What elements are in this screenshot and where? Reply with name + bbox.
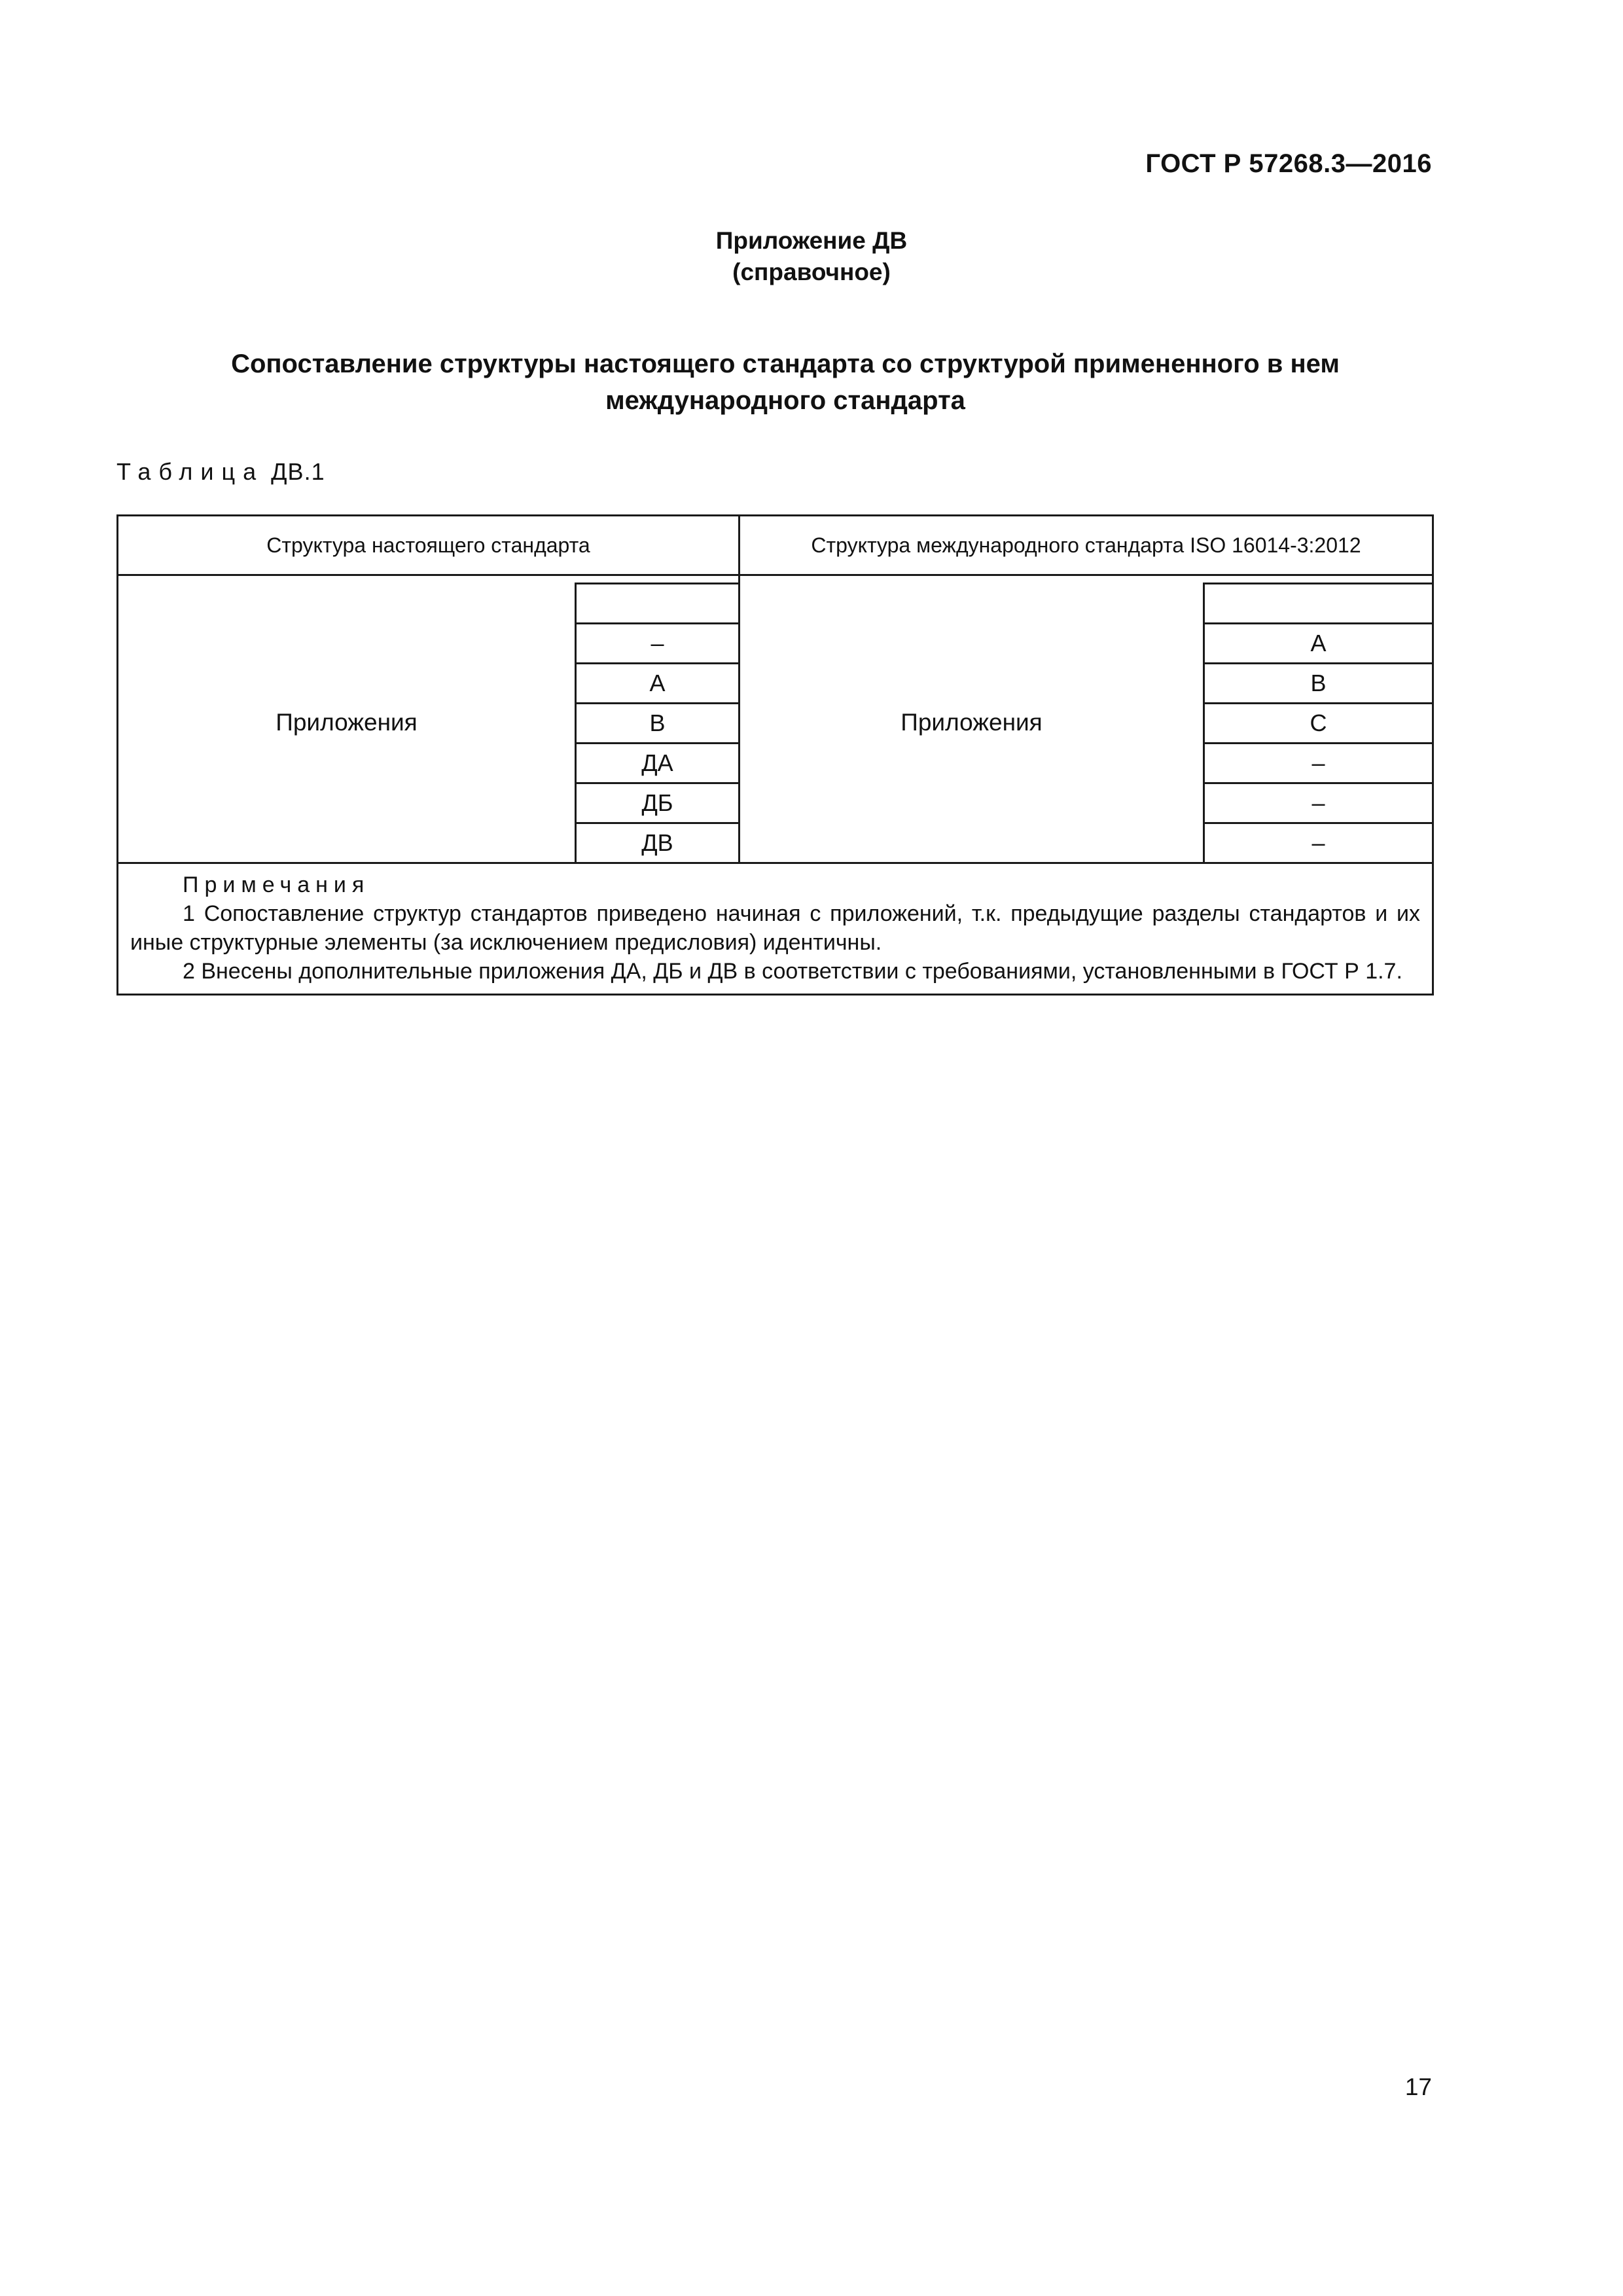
left-item-cell: – bbox=[576, 624, 740, 664]
left-group-label: Приложения bbox=[118, 584, 576, 863]
right-item-cell: A bbox=[1204, 624, 1433, 664]
table-row bbox=[118, 584, 1433, 624]
left-item-cell: ДБ bbox=[576, 783, 740, 823]
right-item-cell: – bbox=[1204, 823, 1433, 863]
spacer-cell bbox=[1204, 575, 1433, 584]
right-item-cell: – bbox=[1204, 744, 1433, 783]
table-header-row bbox=[118, 516, 1433, 575]
header-current-standard: Структура настоящего стандарта bbox=[118, 516, 740, 575]
table-caption bbox=[116, 458, 325, 486]
right-item-cell bbox=[1204, 584, 1433, 624]
spacer-row bbox=[118, 575, 1433, 584]
left-item-cell: ДВ bbox=[576, 823, 740, 863]
structure-comparison-table bbox=[116, 514, 1434, 996]
left-item-cell: ДА bbox=[576, 744, 740, 783]
notes-row bbox=[118, 863, 1433, 995]
left-item-cell: А bbox=[576, 664, 740, 704]
appendix-subtitle: (справочное) bbox=[732, 259, 891, 285]
spacer-cell bbox=[118, 575, 576, 584]
section-title bbox=[157, 346, 1414, 419]
appendix-heading bbox=[0, 225, 1623, 288]
left-item-cell: В bbox=[576, 704, 740, 744]
page-number: 17 bbox=[1404, 2073, 1432, 2100]
right-item-cell: – bbox=[1204, 783, 1433, 823]
table-caption-word: Таблица bbox=[116, 458, 264, 485]
notes-cell bbox=[118, 863, 1433, 995]
left-item-cell bbox=[576, 584, 740, 624]
right-group-label: Приложения bbox=[740, 584, 1204, 863]
note-2: 2 Внесены дополнительные приложения ДА, ДБ и ДВ в соответствии с требованиями, установленными в ГОСТ Р 1.7. bbox=[183, 959, 1402, 984]
note-1: 1 Сопоставление структур стандартов приведено начиная с приложений, т.к. предыдущие разделы стандартов и их иные структурные элементы (за исключением предисловия) идентичны. bbox=[130, 901, 1420, 955]
table-caption-number: ДВ.1 bbox=[271, 458, 325, 485]
document-code: ГОСТ Р 57268.3—2016 bbox=[1145, 149, 1432, 178]
notes-heading: Примечания bbox=[183, 872, 370, 897]
appendix-title: Приложение ДВ bbox=[715, 227, 908, 254]
spacer-cell bbox=[576, 575, 740, 584]
section-title-line2: международного стандарта bbox=[605, 386, 965, 415]
spacer-cell bbox=[740, 575, 1204, 584]
right-item-cell: С bbox=[1204, 704, 1433, 744]
header-international-standard: Структура международного стандарта ISO 16014-3:2012 bbox=[740, 516, 1433, 575]
right-item-cell: В bbox=[1204, 664, 1433, 704]
section-title-line1: Сопоставление структуры настоящего стандарта со структурой примененного в нем bbox=[231, 350, 1340, 378]
